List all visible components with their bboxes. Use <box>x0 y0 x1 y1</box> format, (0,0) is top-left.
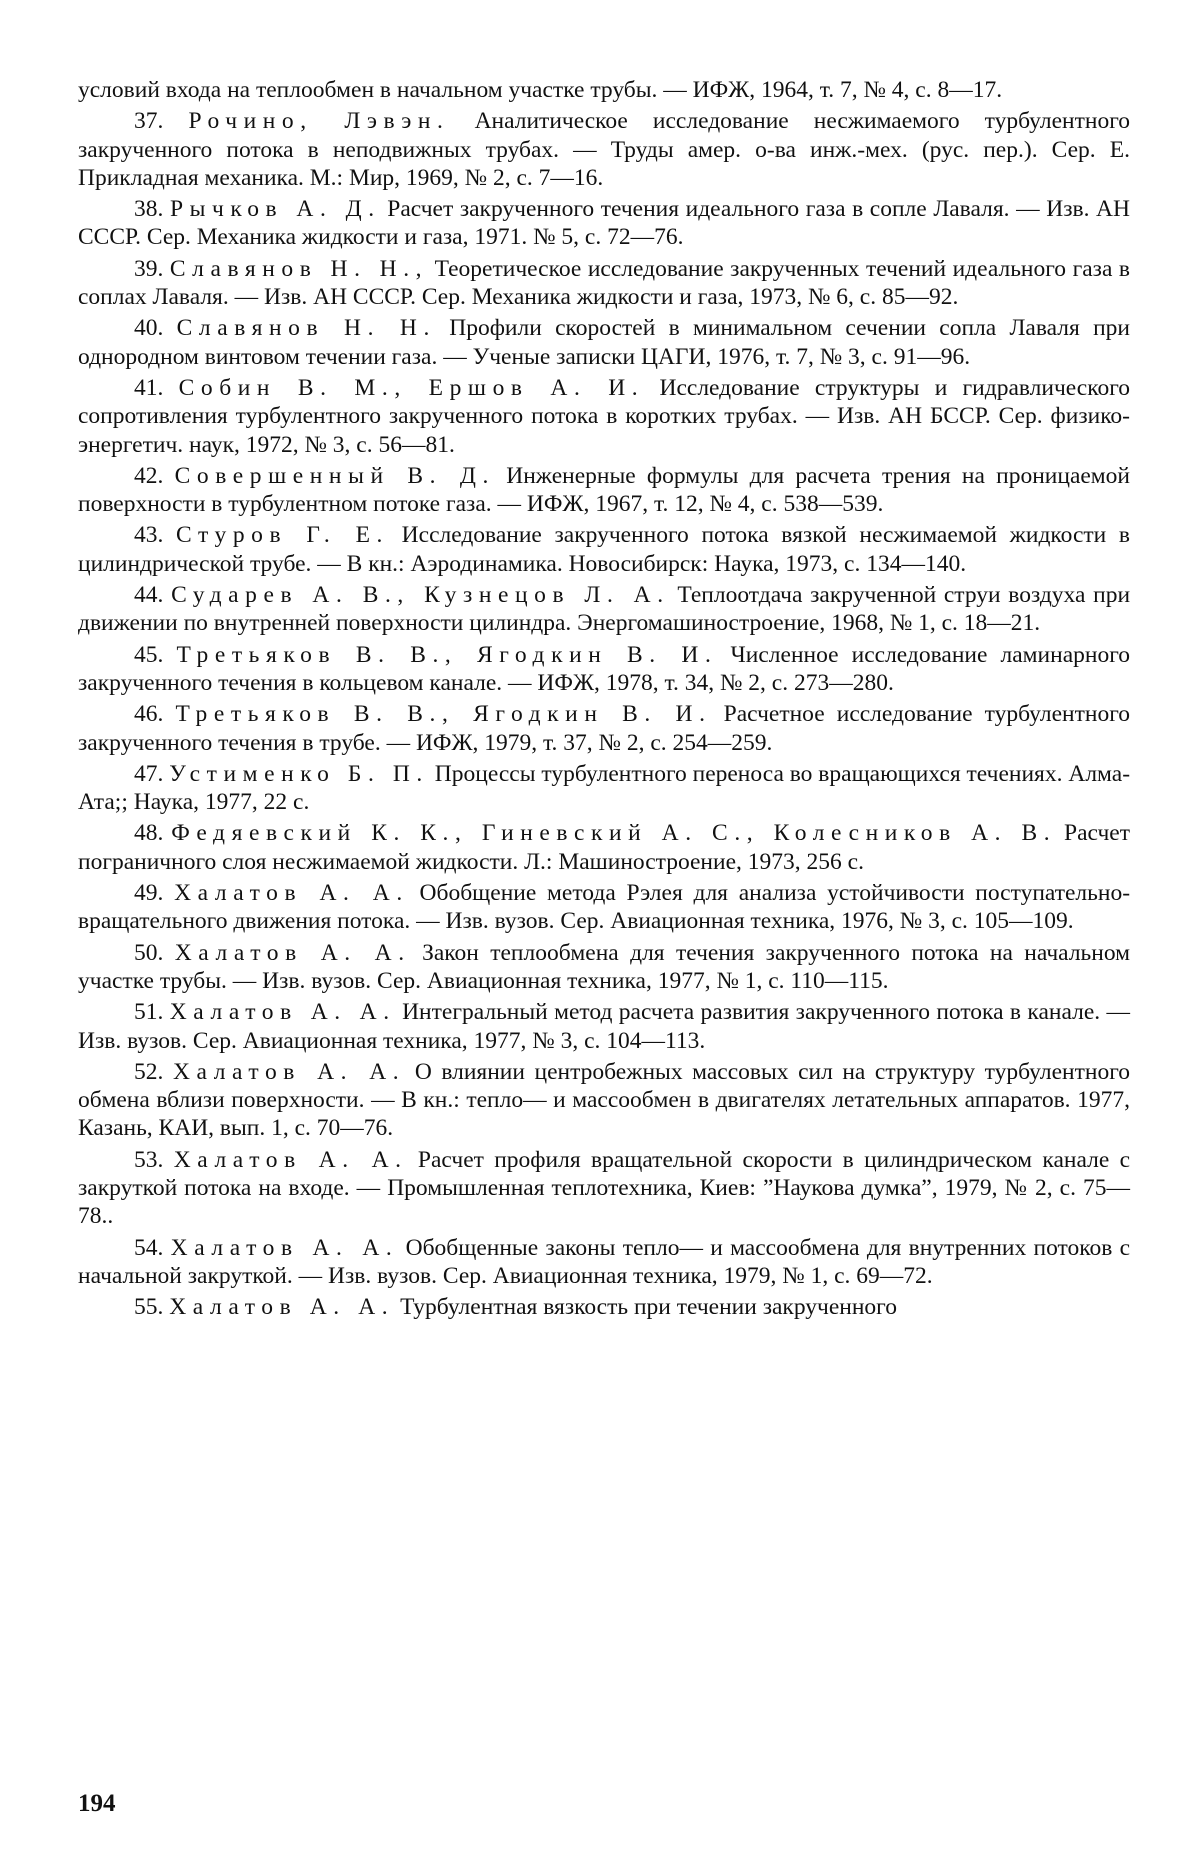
reference-number: 44. <box>134 582 164 609</box>
reference-number: 47. <box>134 760 164 787</box>
reference-authors: Халатов А. А. <box>174 880 409 907</box>
reference-authors: Третьяков В. В., Ягодкин В. И. <box>176 641 718 668</box>
reference-text: Профили скоростей в минимальном сечении сопла Лаваля при однородном винтовом течении газа. — Ученые записки ЦАГИ, 1976, т. 7, № 3, с. 91—96. <box>78 315 1130 370</box>
reference-authors: Третьяков В. В., Ягодкин В. И. <box>175 701 712 728</box>
reference-number: 49. <box>134 880 164 907</box>
reference-entry-42 <box>78 462 1130 519</box>
reference-text: Теоретическое исследование закрученных течений идеального газа в соплах Лаваля. — Изв. АН СССР. Сер. Механика жидкости и газа, 1973, № 6, с. 85—92. <box>78 255 1131 311</box>
reference-number: 40. <box>134 315 164 342</box>
reference-text: Закон теплообмена для течения закрученного потока на начальном участке трубы. — Изв. вузов. Сер. Авиационная техника, 1977, № 1, с. 110—115. <box>78 939 1131 994</box>
reference-authors: Славянов Н. Н., <box>169 255 429 282</box>
reference-entry-44 <box>78 581 1130 638</box>
reference-authors: Рочино, Лэвэн. <box>188 108 450 135</box>
reference-entry-50 <box>78 939 1130 996</box>
reference-entry-39 <box>78 255 1130 312</box>
reference-authors: Стуров Г. Е. <box>176 522 390 549</box>
reference-text: Турбулентная вязкость при течении закрученного <box>400 1294 897 1321</box>
reference-entry-49 <box>78 879 1130 936</box>
reference-text: Обобщенные законы тепло— и массообмена для внутренних потоков с начальной закруткой. — Изв. вузов. Сер. Авиационная техника, 1979, № 1, с. 69—72. <box>78 1234 1131 1289</box>
reference-number: 53. <box>134 1146 164 1173</box>
reference-text: условий входа на теплообмен в начальном участке трубы. — ИФЖ, 1964, т. 7, № 4, с. 8—17. <box>78 77 1003 103</box>
reference-number: 55. <box>134 1294 164 1321</box>
reference-entry-37 <box>78 107 1130 192</box>
reference-authors: Халатов А. А. <box>169 1294 395 1321</box>
reference-text: Процессы турбулентного переноса во вращающихся течениях. Алма-Ата;; Наука, 1977, 22 с. <box>78 760 1131 816</box>
reference-entry-51 <box>78 998 1130 1055</box>
reference-number: 45. <box>134 641 164 668</box>
reference-authors: Федяевский К. К., Гиневский А. С., Колесников А. В. <box>171 820 1057 847</box>
reference-authors: Халатов А. А. <box>173 1146 408 1173</box>
reference-text: Исследование структуры и гидравлического сопротивления турбулентного закрученного потока в коротких трубах. — Изв. АН БССР. Сер. физико-энергетич. наук, 1972, № 3, с. 56—81. <box>78 374 1131 458</box>
reference-number: 54. <box>134 1234 164 1261</box>
reference-authors: Халатов А. А. <box>170 1234 399 1261</box>
page-number: 194 <box>78 1790 116 1817</box>
reference-text: Теплоотдача закрученной струи воздуха при движении по внутренней поверхности цилиндра. Энергомашиностроение, 1968, № 1, с. 18—21. <box>78 582 1131 637</box>
reference-authors: Сударев А. В., Кузнецов Л. А. <box>171 582 670 609</box>
reference-number: 48. <box>134 820 164 847</box>
reference-entry-43 <box>78 521 1130 578</box>
reference-authors: Халатов А. А. <box>172 1058 406 1085</box>
reference-text: Интегральный метод расчета развития закрученного потока в канале. — Изв. вузов. Сер. Авиационная техника, 1977, № 3, с. 104—113. <box>78 999 1131 1054</box>
reference-authors: Славянов Н. Н. <box>176 315 436 342</box>
reference-entry-continuation <box>78 76 1130 104</box>
reference-text: О влиянии центробежных массовых сил на структуру турбулентного обмена вблизи поверхности. — В кн.: тепло— и массообмен в двигателях летательных аппаратов. 1977, Казань, КАИ, вып. 1, с. 70—76. <box>78 1058 1131 1142</box>
reference-entry-38 <box>78 195 1130 252</box>
reference-number: 39. <box>134 255 164 282</box>
reference-authors: Устименко Б. П. <box>169 760 429 787</box>
reference-text: Инженерные формулы для расчета трения на проницаемой поверхности в турбулентном потоке газа. — ИФЖ, 1967, т. 12, № 4, с. 538—539. <box>78 462 1131 518</box>
bibliography-list <box>78 76 1130 1324</box>
reference-entry-47 <box>78 760 1130 817</box>
reference-text: Расчет закрученного течения идеального газа в сопле Лаваля. — Изв. АН СССР. Сер. Механика жидкости и газа, 1971. № 5, с. 72—76. <box>78 196 1130 251</box>
reference-number: 50. <box>134 939 164 966</box>
reference-entry-52 <box>78 1058 1130 1143</box>
reference-entry-41 <box>78 374 1130 459</box>
reference-number: 38. <box>134 196 164 223</box>
reference-text: Обобщение метода Рэлея для анализа устойчивости поступательно-вращательного движения потока. — Изв. вузов. Сер. Авиационная техника, 1976, № 3, с. 105—109. <box>78 880 1131 935</box>
reference-number: 42. <box>134 462 164 489</box>
reference-authors: Халатов А. А. <box>174 939 411 966</box>
reference-number: 43. <box>134 522 164 549</box>
reference-entry-54 <box>78 1234 1130 1291</box>
reference-text: Численное исследование ламинарного закрученного течения в кольцевом канале. — ИФЖ, 1978, т. 34, № 2, с. 273—280. <box>78 641 1131 696</box>
reference-entry-40 <box>78 314 1130 371</box>
reference-authors: Рычков А. Д. <box>169 196 381 223</box>
reference-text: Расчетное исследование турбулентного закрученного течения в трубе. — ИФЖ, 1979, т. 37, № 2, с. 254—259. <box>78 701 1130 756</box>
reference-authors: Собин В. М., Ершов А. И. <box>178 374 645 401</box>
reference-number: 51. <box>134 999 164 1026</box>
reference-entry-55 <box>78 1293 1130 1321</box>
reference-entry-48 <box>78 819 1130 876</box>
reference-entry-53 <box>78 1146 1130 1231</box>
reference-number: 46. <box>134 701 164 728</box>
reference-authors: Совершенный В. Д. <box>174 462 495 489</box>
reference-text: Аналитическое исследование несжимаемого турбулентного закрученного потока в неподвижных трубах. — Труды амер. о-ва инж.-мех. (рус. пер.). Сер. Е. Прикладная механика. М.: Мир, 1969, № 2, с. 7—16. <box>78 108 1131 191</box>
reference-text: Расчет профиля вращательной скорости в цилиндрическом канале с закруткой потока на входе. — Промышленная теплотехника, Киев: ”Наукова думка”, 1979, № 2, с. 75—78.. <box>78 1146 1131 1230</box>
reference-text: Исследование закрученного потока вязкой несжимаемой жидкости в цилиндрической трубе. — В кн.: Аэродинамика. Новосибирск: Наука, 1973, с. 134—140. <box>78 522 1131 577</box>
reference-entry-46 <box>78 700 1130 757</box>
reference-authors: Халатов А. А. <box>169 999 396 1026</box>
reference-number: 37. <box>134 108 164 135</box>
reference-number: 41. <box>134 374 164 401</box>
reference-number: 52. <box>134 1058 164 1085</box>
reference-entry-45 <box>78 641 1130 698</box>
reference-text: Расчет пограничного слоя несжимаемой жидкости. Л.: Машиностроение, 1973, 256 с. <box>78 820 1131 875</box>
